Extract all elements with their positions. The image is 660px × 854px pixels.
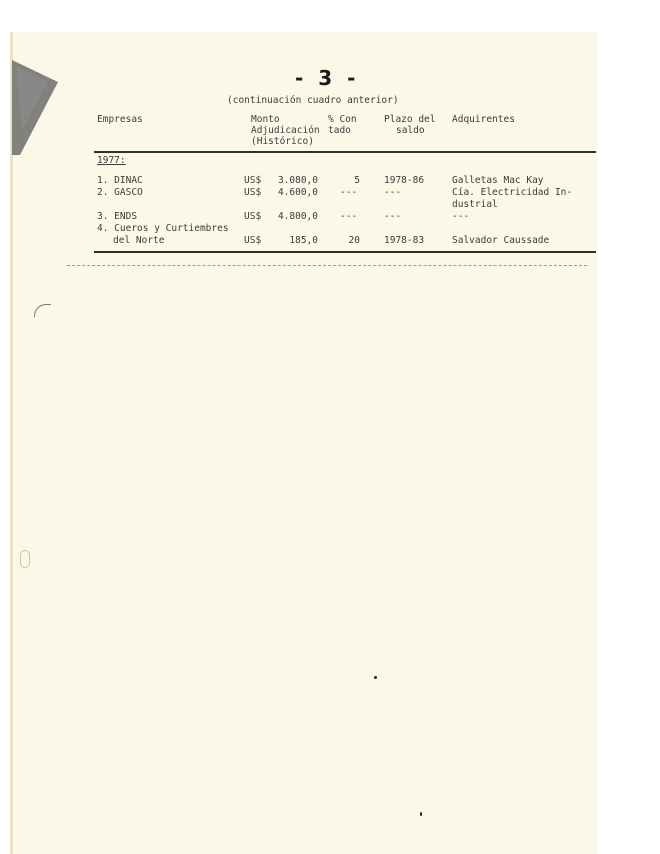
corner-scan-mark bbox=[12, 60, 64, 155]
page-number: - 3 - bbox=[295, 66, 360, 90]
header-empresas: Empresas bbox=[97, 114, 143, 125]
header-adquirentes: Adquirentes bbox=[452, 114, 515, 125]
row-1-currency: US$ bbox=[244, 175, 262, 186]
header-contado: % Con bbox=[328, 114, 357, 125]
row-2-monto: 4.600,0 bbox=[277, 187, 318, 198]
speck-1 bbox=[374, 676, 377, 679]
header-plazo-2: saldo bbox=[396, 125, 425, 136]
faint-dashed-rule bbox=[67, 265, 587, 266]
row-3-adquirente: --- bbox=[452, 211, 470, 222]
row-1-adquirente: Galletas Mac Kay bbox=[452, 175, 544, 186]
scan-edge bbox=[10, 32, 13, 854]
row-1-monto: 3.080,0 bbox=[277, 175, 318, 186]
header-contado-2: tado bbox=[328, 125, 351, 136]
row-2-contado: --- bbox=[340, 187, 358, 198]
speck-2 bbox=[420, 812, 422, 816]
header-monto: Monto bbox=[251, 114, 280, 125]
row-1-empresa: 1. DINAC bbox=[97, 175, 143, 186]
row-4-adquirente: Salvador Caussade bbox=[452, 235, 550, 246]
row-2-adquirente: Cía. Electricidad In- bbox=[452, 187, 573, 198]
year-label: 1977: bbox=[97, 155, 126, 166]
row-4-contado: 20 bbox=[348, 235, 360, 246]
row-2-plazo: --- bbox=[384, 187, 402, 198]
document-page bbox=[10, 32, 598, 854]
row-4-plazo: 1978-83 bbox=[384, 235, 425, 246]
row-3-currency: US$ bbox=[244, 211, 262, 222]
header-monto-adjudicacion: Adjudicación bbox=[251, 125, 320, 136]
header-rule bbox=[94, 151, 596, 153]
row-4-empresa: 4. Cueros y Curtiembres bbox=[97, 223, 229, 234]
bottom-rule bbox=[94, 251, 596, 253]
row-2-adquirente-cont: dustrial bbox=[452, 199, 498, 210]
row-1-contado: 5 bbox=[354, 175, 360, 186]
row-4-monto: 185,0 bbox=[289, 235, 318, 246]
row-2-empresa: 2. GASCO bbox=[97, 187, 143, 198]
row-4-empresa-cont: del Norte bbox=[113, 235, 165, 246]
row-4-currency: US$ bbox=[244, 235, 262, 246]
row-1-plazo: 1978-86 bbox=[384, 175, 425, 186]
paper-mark bbox=[34, 304, 51, 317]
punch-hole-mark bbox=[20, 550, 30, 568]
row-3-plazo: --- bbox=[384, 211, 402, 222]
row-2-currency: US$ bbox=[244, 187, 262, 198]
row-3-empresa: 3. ENDS bbox=[97, 211, 138, 222]
header-plazo: Plazo del bbox=[384, 114, 436, 125]
row-3-monto: 4.800,0 bbox=[277, 211, 318, 222]
row-3-contado: --- bbox=[340, 211, 358, 222]
subtitle: (continuación cuadro anterior) bbox=[227, 95, 399, 106]
header-monto-historico: (Histórico) bbox=[251, 136, 314, 147]
